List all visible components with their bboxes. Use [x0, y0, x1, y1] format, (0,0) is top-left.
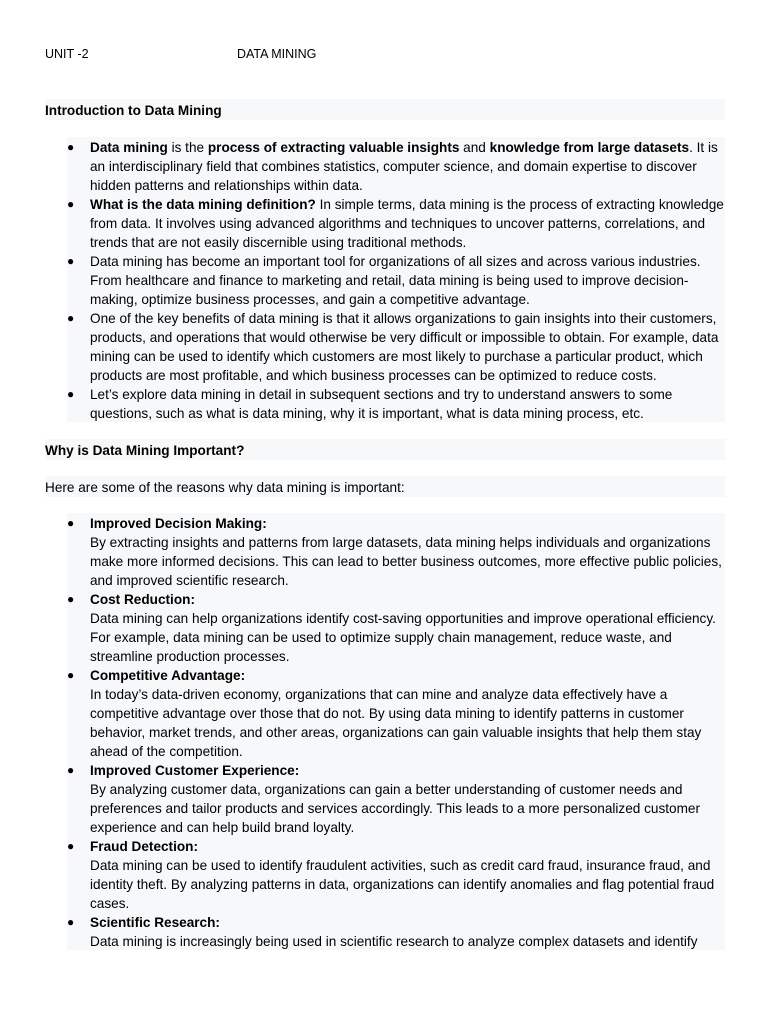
- item-text: In simple terms, data mining is the process of extracting knowledge from data. It involves using advanced algorithms and techniques to uncover patterns, correlations, and trends that are not easily discernible using traditional methods.: [90, 197, 724, 250]
- item-text: Data mining can be used to identify fraudulent activities, such as credit card fraud, insurance fraud, and identity theft. By analyzing patterns in data, organizations can identify anomalies and flag potential fraud cases.: [90, 858, 715, 911]
- bullet-icon: ●: [67, 592, 75, 606]
- bullet-icon: ●: [67, 668, 75, 682]
- item-text: One of the key benefits of data mining is that it allows organizations to gain insights into their customers, products, and operations that would otherwise be very difficult or impossible to obtain. For example, data mining can be used to identify which customers are most likely to purchase a particular product, which products are most profitable, and which business processes can be optimized to reduce costs.: [90, 311, 719, 383]
- why-list: [0, 514, 768, 951]
- list-item: [0, 913, 768, 951]
- item-text: By analyzing customer data, organizations can gain a better understanding of customer needs and preferences and tailor products and services accordingly. This leads to a more personalized customer experience and can help build brand loyalty.: [90, 782, 701, 835]
- bullet-icon: ●: [67, 516, 75, 530]
- bullet-icon: ●: [67, 915, 75, 929]
- item-bold-text: knowledge from large datasets: [489, 140, 690, 155]
- item-bold-text: Data mining: [90, 140, 168, 155]
- item-text: is the: [167, 140, 208, 155]
- why-intro-text: Here are some of the reasons why data mining is important:: [45, 480, 405, 495]
- item-text: Data mining can help organizations identify cost-saving opportunities and improve operational efficiency. For example, data mining can be used to optimize supply chain management, reduce waste, and streamline production processes.: [90, 611, 716, 664]
- item-bold-text: What is the data mining definition?: [90, 197, 316, 212]
- list-item: [0, 514, 768, 590]
- bullet-icon: ●: [67, 311, 75, 325]
- bullet-icon: ●: [67, 763, 75, 777]
- list-item: [0, 761, 768, 837]
- unit-label: UNIT -2: [45, 47, 89, 61]
- list-item: [0, 138, 768, 195]
- item-text: By extracting insights and patterns from large datasets, data mining helps individuals and organizations make more informed decisions. This can lead to better business outcomes, more effective public policies, and improved scientific research.: [90, 535, 722, 588]
- item-title: Cost Reduction:: [90, 592, 195, 607]
- list-item: [0, 837, 768, 913]
- list-item: [0, 195, 768, 252]
- item-text: and: [459, 140, 490, 155]
- item-title: Competitive Advantage:: [90, 668, 246, 683]
- subject-label: DATA MINING: [237, 47, 317, 61]
- intro-list: [0, 138, 768, 423]
- page-header: [45, 47, 725, 65]
- bullet-icon: ●: [67, 140, 75, 154]
- bullet-icon: ●: [67, 839, 75, 853]
- item-title: Improved Customer Experience:: [90, 763, 300, 778]
- list-item: [0, 309, 768, 385]
- item-title: Scientific Research:: [90, 915, 220, 930]
- list-item: [0, 385, 768, 423]
- why-heading: Why is Data Mining Important?: [45, 443, 245, 458]
- list-item: [0, 666, 768, 761]
- intro-heading: Introduction to Data Mining: [45, 103, 222, 118]
- list-item: [0, 252, 768, 309]
- item-title: Fraud Detection:: [90, 839, 198, 854]
- item-text: . It is an interdisciplinary field that combines statistics, computer science, and domain expertise to discover hidden patterns and relationships within data.: [90, 140, 718, 193]
- item-text: Data mining is increasingly being used in scientific research to analyze complex datasets and identify: [90, 934, 698, 949]
- bullet-icon: ●: [67, 254, 75, 268]
- item-text: Let’s explore data mining in detail in subsequent sections and try to understand answers to some questions, such as what is data mining, why it is important, what is data mining process, etc.: [90, 387, 673, 421]
- item-title: Improved Decision Making:: [90, 516, 267, 531]
- bullet-icon: ●: [67, 197, 75, 211]
- bullet-icon: ●: [67, 387, 75, 401]
- list-item: [0, 590, 768, 666]
- item-bold-text: process of extracting valuable insights: [207, 140, 460, 155]
- item-text: In today’s data-driven economy, organizations that can mine and analyze data effectively have a competitive advantage over those that do not. By using data mining to identify patterns in customer behavior, market trends, and other areas, organizations can gain valuable insights that help them stay ahead of the competition.: [90, 687, 702, 759]
- item-text: Data mining has become an important tool for organizations of all sizes and across various industries. From healthcare and finance to marketing and retail, data mining is being used to improve decision-making, optimize business processes, and gain a competitive advantage.: [90, 254, 701, 307]
